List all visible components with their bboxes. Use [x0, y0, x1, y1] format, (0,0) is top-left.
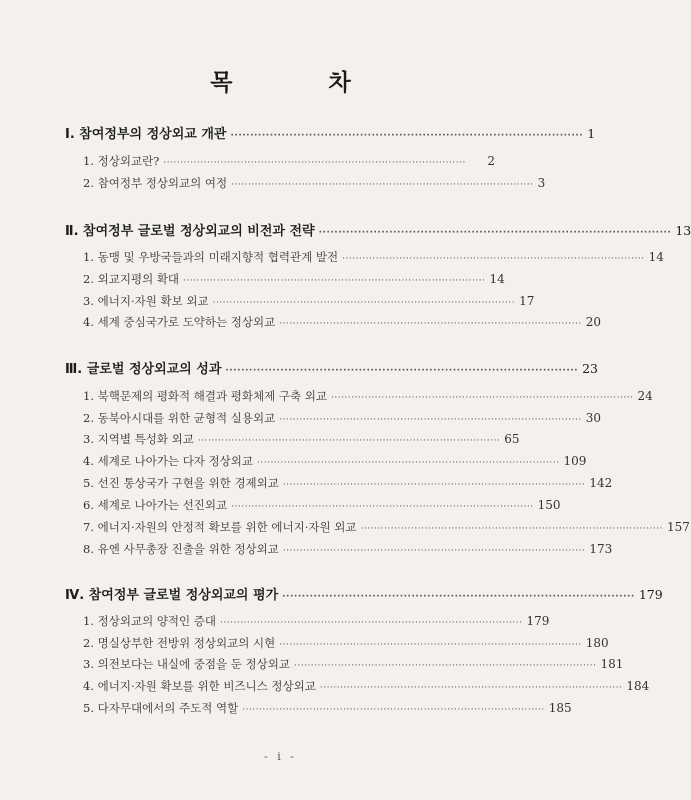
item-title: 1. 북핵문제의 평화적 해결과 평화체제 구축 외교 — [83, 389, 327, 403]
item-title: 3. 에너지·자원 확보 외교 — [83, 294, 209, 308]
page-number: 157 — [667, 520, 690, 534]
item-title: 3. 의전보다는 내실에 중점을 둔 정상외교 — [83, 657, 290, 671]
toc-item[interactable] — [83, 453, 587, 469]
section-title: Ⅱ. 참여정부 글로벌 정상외교의 비전과 전략 — [65, 224, 315, 239]
dot-leader: ·························································································· — [282, 592, 635, 602]
toc-item[interactable] — [83, 475, 613, 491]
toc-item[interactable] — [83, 497, 561, 513]
page-number: 1 — [587, 126, 596, 141]
item-title: 2. 명실상부한 전방위 정상외교의 시현 — [83, 636, 276, 650]
toc-item[interactable] — [83, 175, 546, 191]
dot-leader: ·························································································· — [360, 524, 663, 534]
page-number: 14 — [489, 272, 505, 286]
page-title: 목 차 — [210, 69, 395, 96]
item-title: 6. 세계로 나아가는 선진외교 — [83, 498, 228, 512]
dot-leader: ·························································································· — [212, 298, 516, 308]
page-number: 13 — [675, 223, 691, 238]
page-number: 2 — [487, 154, 495, 168]
toc-section-4[interactable] — [65, 584, 663, 603]
dot-leader: ·························································································· — [342, 254, 645, 264]
page-number: 23 — [582, 361, 599, 376]
toc-section-1[interactable] — [65, 123, 596, 142]
section-title: Ⅲ. 글로벌 정상외교의 성과 — [65, 362, 222, 377]
toc-item[interactable] — [83, 613, 550, 629]
toc-item[interactable] — [83, 271, 505, 287]
dot-leader: ·························································································· — [319, 683, 623, 693]
dot-leader: ·························································································· — [231, 502, 534, 512]
page-number: 65 — [504, 432, 520, 446]
item-title: 1. 정상외교란? — [83, 154, 160, 168]
dot-leader: ·························································································· — [220, 618, 523, 628]
page-number: 184 — [626, 679, 650, 693]
dot-leader: ·························································································· — [257, 458, 560, 468]
item-title: 4. 세계 중심국가로 도약하는 정상외교 — [83, 315, 276, 329]
dot-leader: ·························································································· — [225, 366, 579, 376]
toc-item[interactable] — [83, 249, 664, 265]
item-title: 2. 동북아시대를 위한 균형적 실용외교 — [83, 411, 276, 425]
page-number: 150 — [537, 498, 561, 512]
dot-leader: ·························································································· — [279, 319, 582, 329]
page-number: 185 — [548, 701, 572, 715]
dot-leader: ·························································································· — [318, 228, 672, 238]
page-number: 17 — [519, 294, 535, 308]
page-number: 109 — [563, 454, 587, 468]
dot-leader: ·························································································· — [282, 546, 586, 556]
item-title: 3. 지역별 특성화 외교 — [83, 432, 194, 446]
toc-item[interactable] — [83, 388, 653, 404]
item-title: 1. 정상외교의 양적인 증대 — [83, 614, 217, 628]
toc-item[interactable] — [83, 541, 613, 557]
toc-item[interactable] — [83, 293, 535, 309]
page-number: 173 — [589, 542, 613, 556]
page-number: 30 — [585, 411, 601, 425]
toc-section-3[interactable] — [65, 358, 599, 377]
dot-leader: ·························································································· — [231, 180, 534, 190]
toc-item[interactable] — [83, 519, 690, 535]
page-footer: - i - — [264, 750, 297, 763]
section-title: Ⅳ. 참여정부 글로벌 정상외교의 평가 — [65, 588, 279, 603]
page-number: 20 — [585, 315, 601, 329]
toc-item[interactable] — [83, 153, 495, 169]
toc-item[interactable] — [83, 700, 572, 716]
dot-leader: ·························································································· — [242, 705, 545, 715]
dot-leader: ·························································································· — [279, 415, 582, 425]
item-title: 4. 세계로 나아가는 다자 정상외교 — [83, 454, 254, 468]
toc-item[interactable] — [83, 656, 624, 672]
dot-leader: ·························································································· — [163, 158, 466, 168]
toc-item[interactable] — [83, 635, 609, 651]
item-title: 5. 선진 통상국가 구현을 위한 경제외교 — [83, 476, 279, 490]
item-title: 2. 외교지평의 확대 — [83, 272, 180, 286]
dot-leader: ·························································································· — [282, 480, 586, 490]
page-number: 181 — [600, 657, 624, 671]
dot-leader: ·························································································· — [183, 276, 486, 286]
page-number: 179 — [526, 614, 550, 628]
dot-leader: ·························································································· — [279, 640, 582, 650]
item-title: 7. 에너지·자원의 안정적 확보를 위한 에너지·자원 외교 — [83, 520, 357, 534]
item-title: 2. 참여정부 정상외교의 여정 — [83, 176, 228, 190]
toc-section-2[interactable] — [65, 220, 691, 239]
item-title: 5. 다자무대에서의 주도적 역할 — [83, 701, 239, 715]
page-number: 179 — [638, 587, 663, 602]
page-number: 142 — [589, 476, 613, 490]
toc-item[interactable] — [83, 410, 601, 426]
page-number: 24 — [637, 389, 653, 403]
dot-leader: ·························································································· — [330, 393, 634, 403]
dot-leader: ·························································································· — [230, 131, 584, 141]
toc-item[interactable] — [83, 431, 520, 447]
toc-item[interactable] — [83, 314, 601, 330]
section-title: Ⅰ. 참여정부의 정상외교 개관 — [65, 127, 227, 142]
toc-item[interactable] — [83, 678, 650, 694]
page-number: 3 — [537, 176, 546, 190]
dot-leader: ·························································································· — [197, 436, 501, 446]
item-title: 8. 유엔 사무총장 진출을 위한 정상외교 — [83, 542, 279, 556]
page-number: 180 — [585, 636, 609, 650]
dot-leader: ·························································································· — [294, 661, 597, 671]
page-number: 14 — [648, 250, 664, 264]
item-title: 1. 동맹 및 우방국들과의 미래지향적 협력관계 발전 — [83, 250, 339, 264]
item-title: 4. 에너지·자원 확보를 위한 비즈니스 정상외교 — [83, 679, 316, 693]
